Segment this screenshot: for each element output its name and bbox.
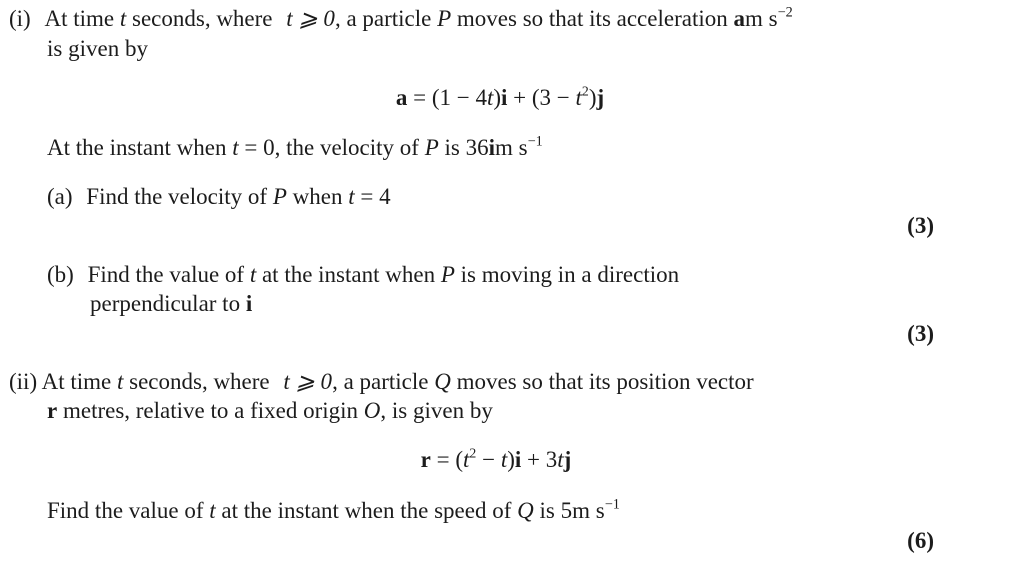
position-equation: $r = (t^2 - t)i + 3tj$ [420,445,572,472]
part-ii-marks: (6) [907,528,934,553]
question-b-label: (b) [47,262,74,287]
part-ii-line-2: r metres, relative to a fixed origin O, is given by [47,398,493,423]
question-a: (a) Find the velocity of P when t = 4 [47,184,391,209]
question-a-label: (a) [47,184,73,209]
part-i-line-1: (i) At time t seconds, where t ⩾ 0, a particle P moves so that its acceleration am $s^{-2}$ [9,4,793,31]
initial-velocity-line: At the instant when t = 0, the velocity of P is 36im $s^{-1}$ [47,133,543,160]
acceleration-equation: $a = (1 - 4t)i + (3 - t^2)j$ [395,83,605,110]
question-b-marks: (3) [907,321,934,346]
part-i-label: (i) [9,6,31,31]
part-i-line-2: is given by [47,36,148,61]
question-b-line-1: (b) Find the value of t at the instant when P is moving in a direction [47,262,680,287]
question-b-line-2: perpendicular to i [90,291,253,316]
part-ii-label: (ii) [9,369,38,394]
part-ii-line-1: (ii) At time t seconds, where t ⩾ 0, a particle Q moves so that its position vector [9,369,754,394]
part-ii-question: Find the value of t at the instant when the speed of Q is 5m $s^{-1}$ [47,496,620,523]
question-a-marks: (3) [907,213,934,238]
